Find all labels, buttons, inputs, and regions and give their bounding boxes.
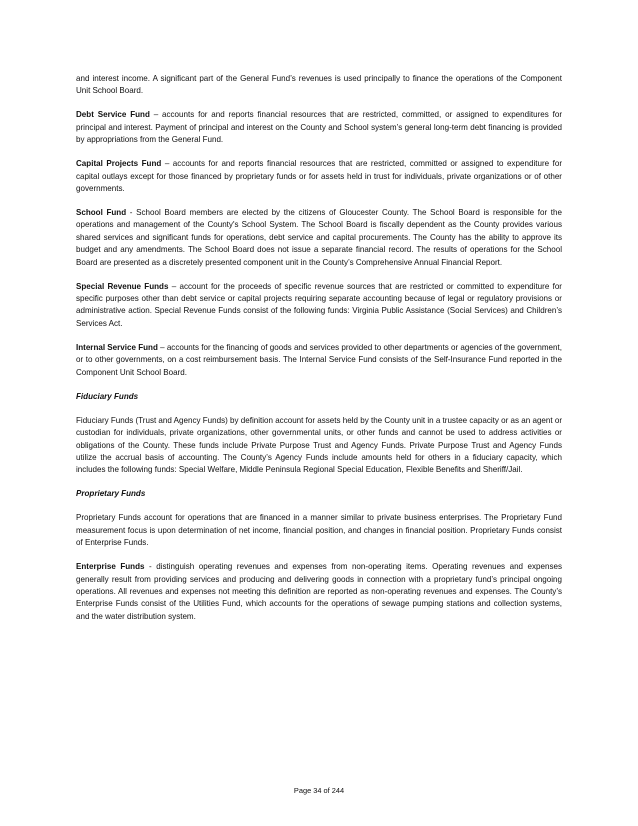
paragraph-debt-service-fund xyxy=(76,109,562,146)
paragraph-text: Fiduciary Funds (Trust and Agency Funds) by definition account for assets held by the County unit in a trustee capacity or as an agent or custodian for individuals, private organizations, other governmental units, or other funds and cannot be used to address activities or obligations of the County. These funds include Private Purpose Trust and Agency Funds. Private Purpose Trust and Agency Funds utilize the accrual basis of accounting. The County’s Agency Funds include amounts held for others in a fiduciary capacity, which includes the following funds: Special Welfare, Middle Peninsula Regional Special Education, Flexible Benefits and Sheriff/Jail. xyxy=(76,415,562,475)
section-title-proprietary-funds: Proprietary Funds xyxy=(76,489,146,499)
document-page xyxy=(76,73,562,635)
paragraph-special-revenue-funds xyxy=(76,281,562,331)
paragraph-general-fund-continued xyxy=(76,73,562,98)
paragraph-fiduciary-funds xyxy=(76,415,562,477)
paragraph-text: Proprietary Funds account for operations that are financed in a manner similar to private business enterprises. The Proprietary Fund measurement focus is upon determination of net income, financial position, and changes in financial position. Proprietary Funds consist of Enterprise Funds. xyxy=(76,513,562,548)
paragraph-text: – accounts for the financing of goods and services provided to other departments or agencies of the government, or to other governments, on a cost reimbursement basis. The Internal Service Fund consists of the Self-Insurance Fund reported in the Component Unit School Board. xyxy=(76,342,562,377)
paragraph-text: - School Board members are elected by the citizens of Gloucester County. The School Board is responsible for the operations and management of the County's School System. The School Board is fiscally dependent as the County provides various shared services and significant funds for operations, debt service and capital procurements. The County has the ability to approve its budget and any amendments. The School Board does not issue a separate financial record. The results of operations for the School Board are presented as a discretely presented component unit in the County’s Comprehensive Annual Financial Report. xyxy=(76,208,562,267)
section-title-fiduciary-funds: Fiduciary Funds xyxy=(76,391,139,401)
heading-enterprise-funds: Enterprise Funds xyxy=(76,562,145,572)
paragraph-proprietary-funds xyxy=(76,512,562,549)
heading-school-fund: School Fund xyxy=(76,208,127,218)
page-footer xyxy=(0,786,638,795)
paragraph-text: – accounts for and reports financial resources that are restricted, committed or assigned to expenditure for capital outlays except for those financed by proprietary funds or for assets held in trust for individuals, private organizations or of other governments. xyxy=(76,159,563,194)
paragraph-text: - distinguish operating revenues and expenses from non-operating items. Operating revenues and expenses generally result from providing services and producing and delivering goods in connection with a proprietary fund’s principal ongoing operations. All revenues and expenses not meeting this definition are reported as non-operating revenues and expenses. The County’s Enterprise Funds consist of the Utilities Fund, which accounts for the operations of sewage pumping stations and collection systems, and the water distribution system. xyxy=(76,562,562,621)
heading-internal-service-fund: Internal Service Fund xyxy=(76,342,158,352)
paragraph-school-fund xyxy=(76,207,562,269)
page-number: Page 34 of 244 xyxy=(293,786,345,795)
paragraph-enterprise-funds xyxy=(76,561,562,623)
paragraph-text: – account for the proceeds of specific revenue sources that are restricted or committed to expenditure for specific purposes other than debt service or capital projects requiring separate accounting because of legal or regulatory provisions or administrative action. Special Revenue Funds consist of the following funds: Virginia Public Assistance (Social Services) and Children’s Services Act. xyxy=(76,281,562,328)
paragraph-internal-service-fund xyxy=(76,342,562,379)
heading-special-revenue-funds: Special Revenue Funds xyxy=(76,281,169,291)
paragraph-text: – accounts for and reports financial resources that are restricted, committed, or assigned to expenditures for principal and interest. Payment of principal and interest on the County and School system’s general long-term debt financing is provided by appropriations from the General Fund. xyxy=(76,110,562,145)
paragraph-capital-projects-fund xyxy=(76,158,562,195)
paragraph-text: and interest income. A significant part of the General Fund’s revenues is used principally to finance the operations of the Component Unit School Board. xyxy=(76,74,562,96)
heading-capital-projects-fund: Capital Projects Fund xyxy=(76,159,162,169)
heading-debt-service-fund: Debt Service Fund xyxy=(76,110,150,120)
